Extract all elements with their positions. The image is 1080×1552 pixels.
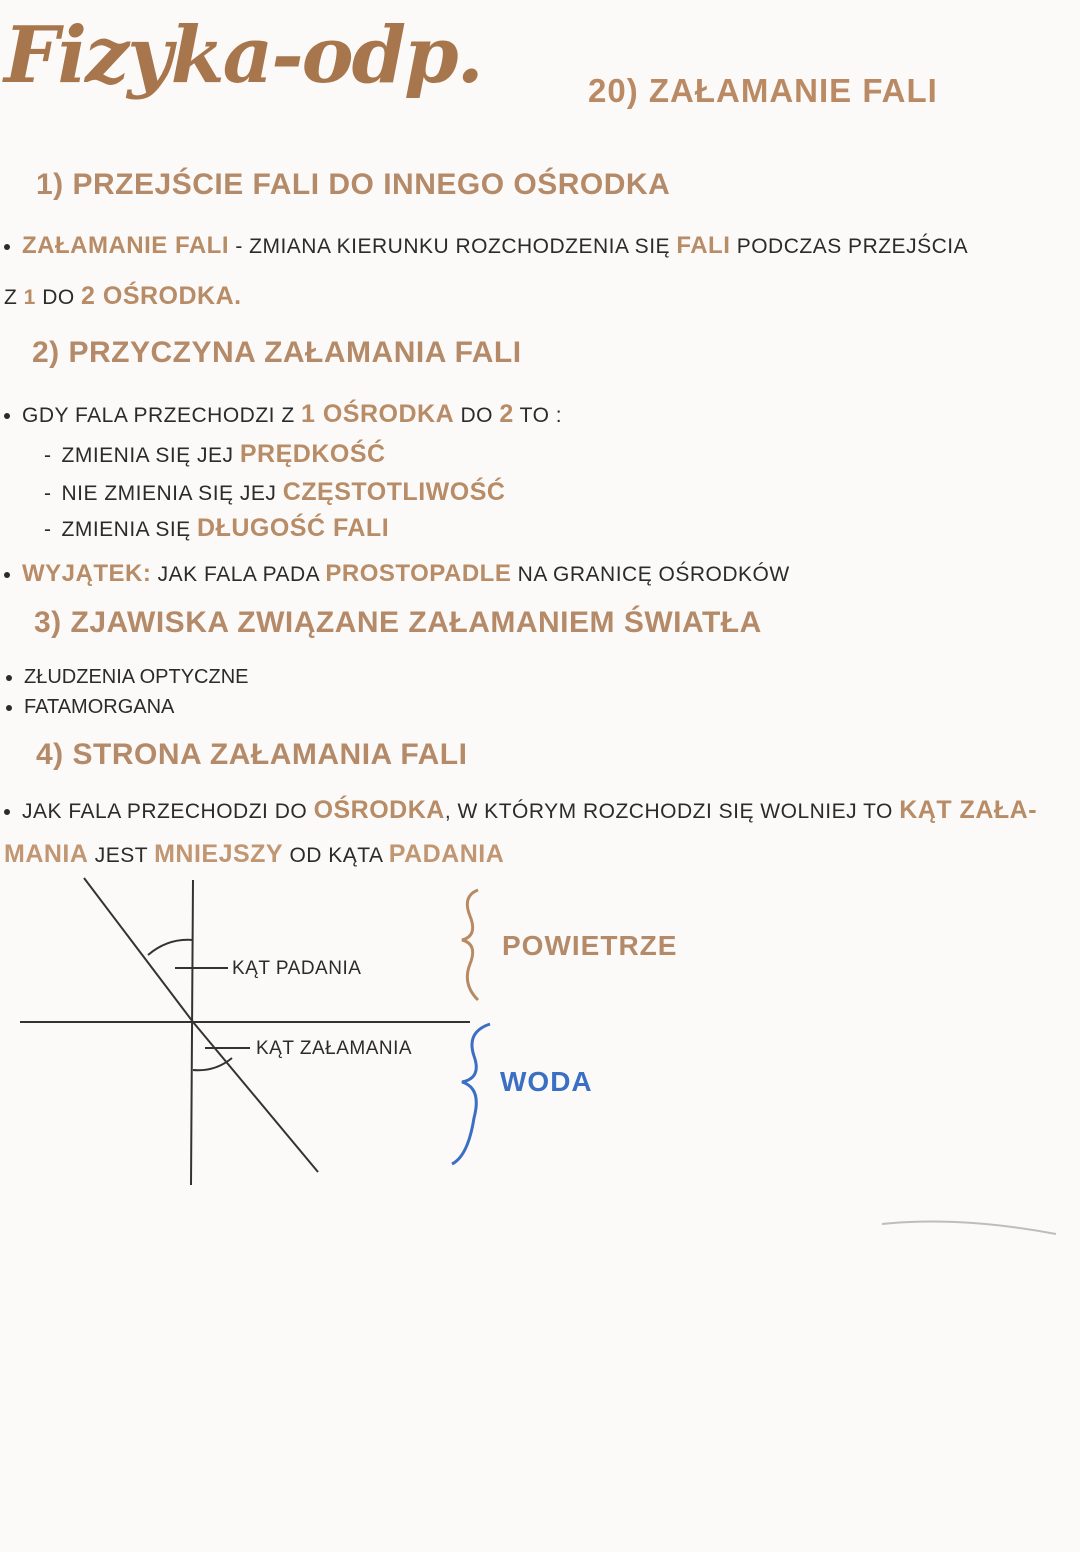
page-title: Fizyka-odp. [4,10,482,101]
phenomenon-text: ZŁUDZENIA OPTYCZNE [24,666,249,688]
bullet [4,572,10,578]
bullet [4,809,10,815]
rule-term-osrodka: OŚRODKA [313,796,445,824]
def-term-1: 1 [23,286,36,309]
dash: - [44,482,52,505]
rule-text-jest: JEST [88,844,155,867]
dash: - [44,444,52,467]
cause-intro [4,400,562,429]
exception-text-b: NA GRANICĘ OŚRODKÓW [511,563,790,586]
phenomenon-item-1 [6,666,248,689]
cause-intro-do: DO [454,404,500,427]
section1-heading: 1) PRZEJŚCIE FALI DO INNEGO OŚRODKA [36,168,671,201]
rule-text-od: OD KĄTA [283,844,389,867]
rule-text-a: JAK FALA PRZECHODZI DO [22,800,314,823]
definition-text-2: PODCZAS PRZEJŚCIA [730,235,969,258]
cause-term-2: 2 [499,400,514,428]
label-refraction-angle: KĄT ZAŁAMANIA [256,1038,413,1059]
topic-title: 20) ZAŁAMANIE FALI [588,72,938,109]
cause-intro-text: GDY FALA PRZECHODZI Z [22,404,301,427]
air-brace [462,890,478,1000]
cause-item-3 [44,514,389,543]
cause-item-text: ZMIENIA SIĘ [61,518,198,541]
cause-item-2 [44,478,505,507]
definition-line-2 [4,282,242,311]
section4-heading: 4) STRONA ZAŁAMANIA FALI [36,738,468,771]
cause-item-term: PRĘDKOŚĆ [239,440,386,468]
def-text-z: Z [4,286,24,309]
definition-text-1: - ZMIANA KIERUNKU ROZCHODZENIA SIĘ [228,235,677,258]
pen-stroke [880,1212,1060,1242]
cause-item-text: NIE ZMIENIA SIĘ JEJ [61,482,283,505]
normal-line [191,880,193,1185]
exception-term-prostopadle: PROSTOPADLE [325,560,512,587]
section3-heading: 3) ZJAWISKA ZWIĄZANE ZAŁAMANIEM ŚWIATŁA [34,606,762,639]
cause-item-text: ZMIENIA SIĘ JEJ [61,444,240,467]
exception-text-a: JAK FALA PADA [151,563,326,586]
exception-line [4,560,790,588]
medium-air-label: POWIETRZE [502,930,678,961]
cause-intro-to: TO : [513,404,563,427]
bullet [4,413,10,419]
bullet [6,675,12,681]
rule-term-padania: PADANIA [388,840,505,868]
def-term-osrodka: 2 OŚRODKA. [81,282,242,310]
cause-term-osrodka: 1 OŚRODKA [301,400,455,428]
water-brace [452,1024,490,1164]
rule-term-mniejszy: MNIEJSZY [154,840,284,868]
cause-item-term: DŁUGOŚĆ FALI [197,514,390,542]
rule-line-1 [4,796,1037,825]
section2-heading: 2) PRZYCZYNA ZAŁAMANIA FALI [32,336,522,369]
incident-ray [84,878,193,1022]
refraction-diagram [0,860,700,1200]
cause-item-1 [44,440,386,469]
phenomenon-text: FATAMORGANA [24,696,175,718]
bullet [4,244,10,250]
medium-water-label: WODA [500,1066,593,1097]
incidence-angle-arc [148,940,193,955]
rule-text-c: , W KTÓRYM ROZCHODZI SIĘ WOLNIEJ TO [444,800,900,823]
def-text-do: DO [35,286,82,309]
term-fali: FALI [676,232,731,259]
phenomenon-item-2 [6,696,174,719]
label-incidence-angle: KĄT PADANIA [232,958,362,979]
definition-line-1 [4,232,968,260]
rule-term-mania: MANIA [4,840,89,868]
term-zalamanie: ZAŁAMANIE FALI [22,232,229,259]
exception-term: WYJĄTEK: [22,560,152,587]
bullet [6,705,12,711]
cause-item-term: CZĘSTOTLIWOŚĆ [282,478,506,506]
dash: - [44,518,52,541]
refraction-angle-arc [193,1058,232,1070]
rule-term-kat-zalamania: KĄT ZAŁA- [899,796,1038,824]
